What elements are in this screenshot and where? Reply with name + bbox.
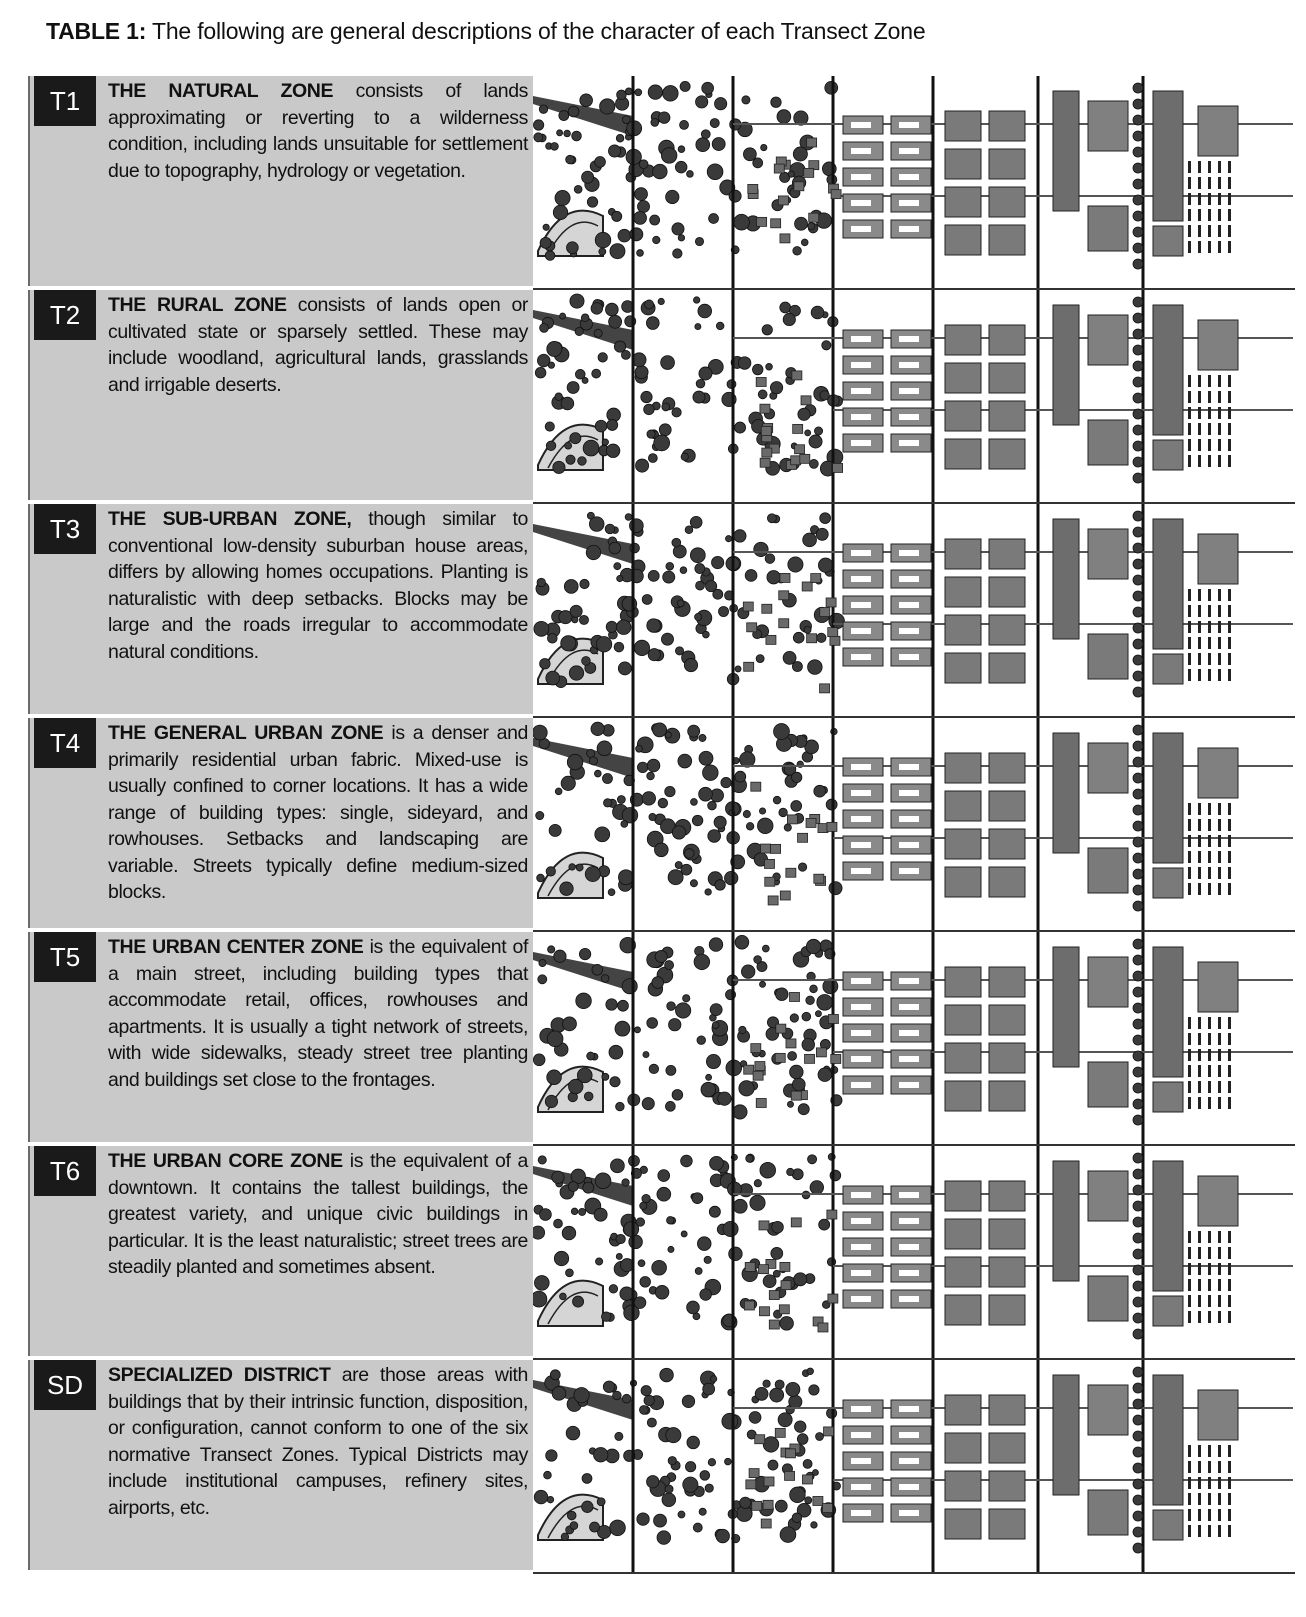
zone-description-cell	[28, 1360, 535, 1570]
zone-description-cell	[28, 290, 535, 500]
transect-diagram-svg	[533, 718, 1293, 932]
diagram-art	[533, 504, 1293, 718]
table-label: TABLE 1:	[46, 18, 147, 44]
zone-description	[108, 506, 528, 665]
zone-description-cell	[28, 718, 535, 928]
transect-diagram-svg	[533, 932, 1293, 1146]
zone-row-t6	[28, 1146, 1298, 1360]
zone-tag: SD	[34, 1360, 96, 1410]
zone-row-t3	[28, 504, 1298, 718]
row-divider	[533, 1572, 1295, 1574]
zone-row-sd	[28, 1360, 1298, 1574]
zone-tag: T1	[34, 76, 96, 126]
zone-body: is a denser and primarily residential urban fabric. Mixed-use is usually confined to corner locations. It has a wide range of building types: single, sideyard, and rowhouses. Setbacks and landscaping are variable. Streets typically define medium-sized blocks.	[108, 722, 528, 903]
zone-description-cell	[28, 1146, 535, 1356]
zone-description	[108, 78, 528, 184]
zone-tag: T4	[34, 718, 96, 768]
transect-diagram-svg	[533, 290, 1293, 504]
zone-description	[108, 720, 528, 906]
zone-heading: THE URBAN CENTER ZONE	[108, 936, 364, 958]
zone-body: are those areas with buildings that by their intrinsic function, disposition, or configuration, cannot conform to one of the six normative Transect Zones. Typical Districts may include institutional campuses, refinery sites, airports, etc.	[108, 1364, 528, 1519]
diagram-art	[533, 718, 1293, 932]
table-caption: The following are general descriptions of the character of each Transect Zone	[151, 18, 926, 44]
transect-diagram	[533, 718, 1293, 932]
transect-diagram	[533, 76, 1293, 290]
zone-tag: T2	[34, 290, 96, 340]
transect-diagram-svg	[533, 1360, 1293, 1574]
zone-description-cell	[28, 932, 535, 1142]
zone-body: though similar to conventional low-density suburban house areas, differs by allowing homes occupations. Planting is naturalistic with deep setbacks. Blocks may be large and the roads irregular to accommodate natural conditions.	[108, 508, 528, 663]
zone-description	[108, 292, 528, 398]
transect-diagram	[533, 1146, 1293, 1360]
zone-row-t2	[28, 290, 1298, 504]
zone-heading: SPECIALIZED DISTRICT	[108, 1364, 331, 1386]
diagram-art	[533, 76, 1293, 290]
zone-body: consists of lands open or cultivated state or sparsely settled. These may include woodland, agricultural lands, grasslands and irrigable deserts.	[108, 294, 528, 396]
zone-heading: THE RURAL ZONE	[108, 294, 287, 316]
zone-description	[108, 1148, 528, 1281]
transect-diagram	[533, 290, 1293, 504]
transect-diagram	[533, 1360, 1293, 1574]
zone-body: consists of lands approximating or reverting to a wilderness condition, including lands unsuitable for settlement due to topography, hydrology or vegetation.	[108, 80, 528, 182]
diagram-art	[533, 290, 1293, 504]
table-title	[46, 18, 925, 45]
zone-body: is the equivalent of a main street, including building types that accommodate retail, offices, rowhouses and apartments. It is usually a tight network of streets, with wide sidewalks, steady street tree planting and buildings set close to the frontages.	[108, 936, 528, 1091]
zone-row-t1	[28, 76, 1298, 290]
diagram-art	[533, 1360, 1293, 1574]
zone-tag: T6	[34, 1146, 96, 1196]
transect-diagram	[533, 932, 1293, 1146]
zone-tag: T3	[34, 504, 96, 554]
zone-description-cell	[28, 504, 535, 714]
transect-diagram-svg	[533, 504, 1293, 718]
zone-heading: THE SUB-URBAN ZONE,	[108, 508, 352, 530]
zone-tag: T5	[34, 932, 96, 982]
diagram-art	[533, 1146, 1293, 1360]
transect-diagram-svg	[533, 1146, 1293, 1360]
zone-heading: THE NATURAL ZONE	[108, 80, 334, 102]
diagram-art	[533, 932, 1293, 1146]
zone-heading: THE GENERAL URBAN ZONE	[108, 722, 384, 744]
zone-body: is the equivalent of a downtown. It contains the tallest buildings, the greatest variety, and unique civic buildings in particular. It is the least naturalistic; street trees are steadily planted and sometimes absent.	[108, 1150, 528, 1278]
zone-row-t4	[28, 718, 1298, 932]
transect-diagram	[533, 504, 1293, 718]
transect-diagram-svg	[533, 76, 1293, 290]
zone-heading: THE URBAN CORE ZONE	[108, 1150, 343, 1172]
zone-row-t5	[28, 932, 1298, 1146]
zone-description	[108, 1362, 528, 1521]
zone-description	[108, 934, 528, 1093]
zone-description-cell	[28, 76, 535, 286]
